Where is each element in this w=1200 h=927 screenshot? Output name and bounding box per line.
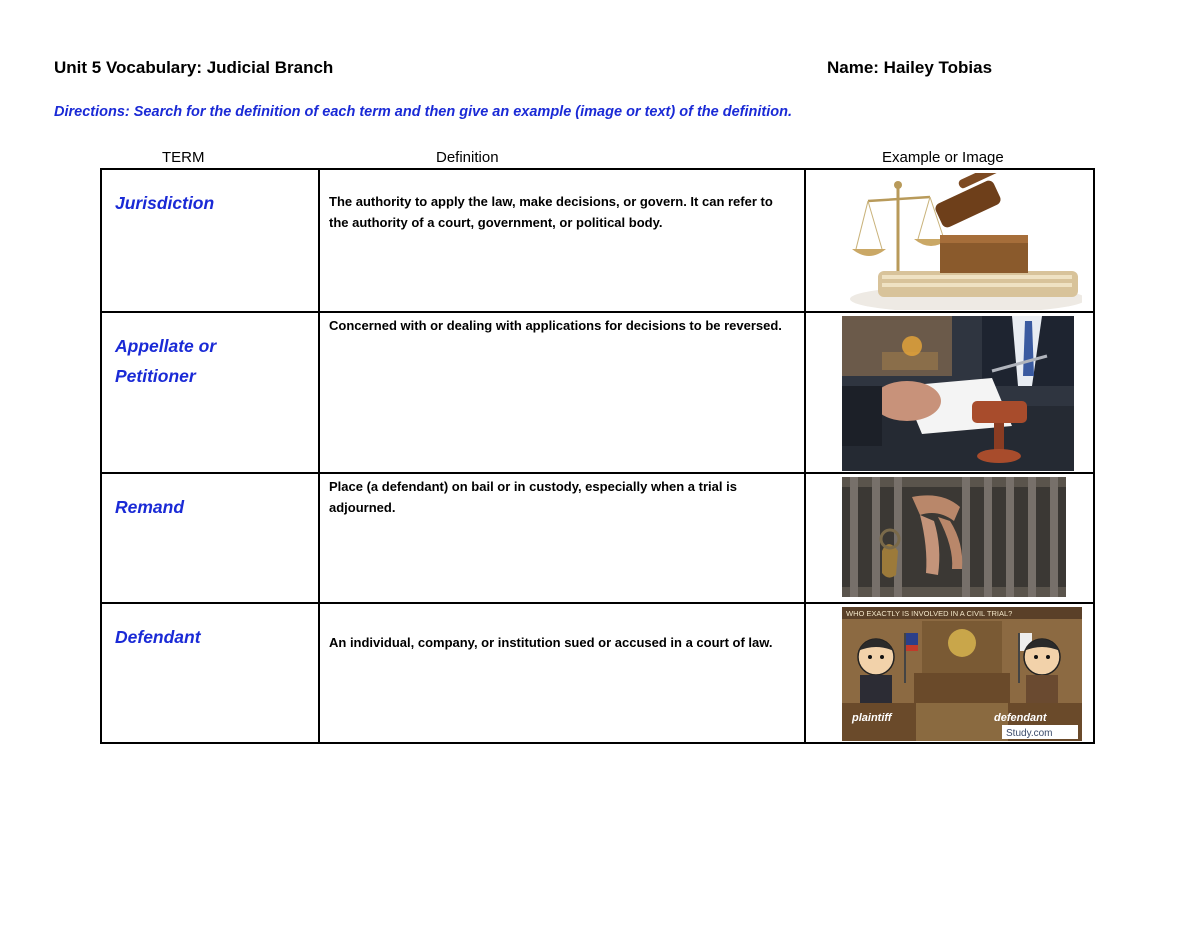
example-cell — [805, 473, 1094, 603]
lawyers-desk-gavel-image — [842, 316, 1074, 471]
column-header-term: TERM — [162, 149, 205, 166]
example-cell — [805, 603, 1094, 743]
table-row — [101, 169, 1094, 312]
plaintiff-label: plaintiff — [852, 712, 892, 724]
term-cell — [101, 473, 319, 603]
scales-and-gavel-image — [848, 173, 1082, 310]
term-defendant: Defendant — [115, 627, 201, 647]
example-cell — [805, 312, 1094, 473]
definition-jurisdiction: The authority to apply the law, make decisions, or govern. It can refer to the authority of a court, government, or political body. — [329, 194, 773, 230]
definition-appellate: Concerned with or dealing with applications for decisions to be reversed. — [329, 318, 782, 333]
definition-cell — [319, 312, 805, 473]
study-watermark: Study.com — [1006, 728, 1053, 739]
definition-cell — [319, 169, 805, 312]
courtroom-cartoon-image — [842, 607, 1082, 741]
column-header-example: Example or Image — [882, 149, 1004, 166]
table-row — [101, 473, 1094, 603]
example-cell — [805, 169, 1094, 312]
defendant-label: defendant — [994, 712, 1047, 724]
table-row — [101, 603, 1094, 743]
definition-defendant: An individual, company, or institution sued or accused in a court of law. — [329, 635, 773, 650]
document-title: Unit 5 Vocabulary: Judicial Branch — [54, 58, 334, 77]
vocabulary-table — [100, 168, 1095, 744]
term-jurisdiction: Jurisdiction — [115, 193, 215, 213]
term-cell — [101, 603, 319, 743]
term-remand: Remand — [115, 497, 185, 517]
definition-cell — [319, 473, 805, 603]
student-name: Name: Hailey Tobias — [827, 58, 993, 77]
term-appellate: Appellate or Petitioner — [115, 336, 217, 386]
definition-remand: Place (a defendant) on bail or in custody, especially when a trial is adjourned. — [329, 479, 737, 515]
column-header-definition: Definition — [436, 149, 499, 166]
table-row — [101, 312, 1094, 473]
term-cell — [101, 312, 319, 473]
jail-bars-hands-image — [842, 477, 1066, 597]
definition-cell — [319, 603, 805, 743]
term-cell — [101, 169, 319, 312]
courtroom-caption: WHO EXACTLY IS INVOLVED IN A CIVIL TRIAL? — [846, 609, 1013, 618]
directions-text: Directions: Search for the definition of each term and then give an example (image or text) of the definition. — [54, 104, 792, 120]
